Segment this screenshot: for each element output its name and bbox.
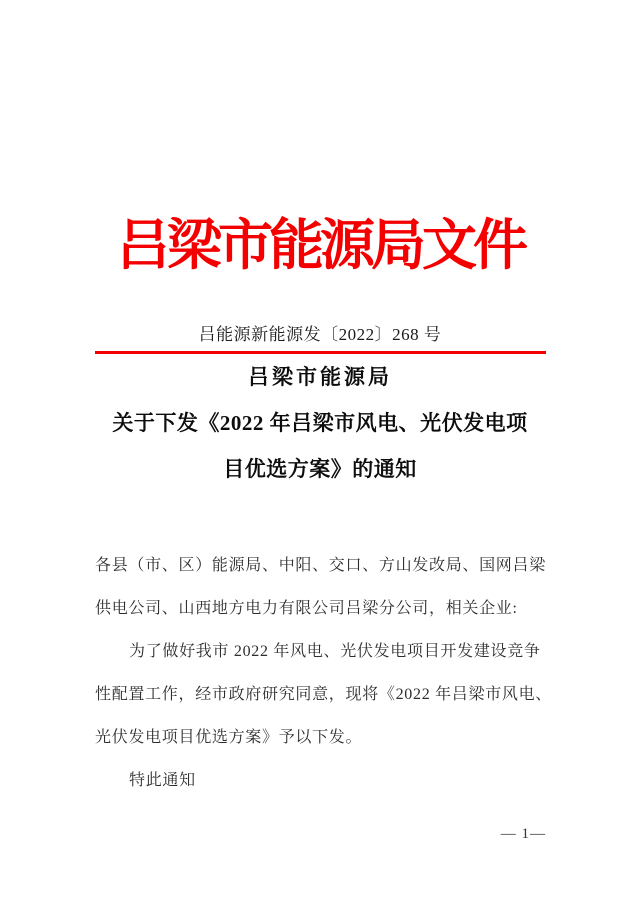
document-title-line-1: 吕梁市能源局 xyxy=(248,365,392,389)
document-title-line-2: 关于下发《2022 年吕梁市风电、光伏发电项 xyxy=(112,411,528,435)
body-line-closing: 特此通知 xyxy=(129,772,196,789)
body-line-recipients-2: 供电公司、山西地方电力有限公司吕梁分公司，相关企业: xyxy=(95,600,518,617)
letterhead-agency-title: 吕梁市能源局文件 xyxy=(115,215,524,276)
document-title-line-3: 目优选方案》的通知 xyxy=(223,457,417,481)
document-title xyxy=(0,354,640,492)
body-line-paragraph-1: 为了做好我市 2022 年风电、光伏发电项目开发建设竞争 xyxy=(129,643,541,660)
document-number: 吕能源新能源发〔2022〕268 号 xyxy=(198,325,442,344)
body-line-paragraph-3: 光伏发电项目优选方案》予以下发。 xyxy=(95,729,363,746)
document-body xyxy=(95,544,565,802)
body-line-recipients-1: 各县（市、区）能源局、中阳、交口、方山发改局、国网吕梁 xyxy=(95,557,546,574)
page-number: — 1— xyxy=(500,826,546,842)
body-line-paragraph-2: 性配置工作，经市政府研究同意，现将《2022 年吕梁市风电、 xyxy=(95,686,553,703)
